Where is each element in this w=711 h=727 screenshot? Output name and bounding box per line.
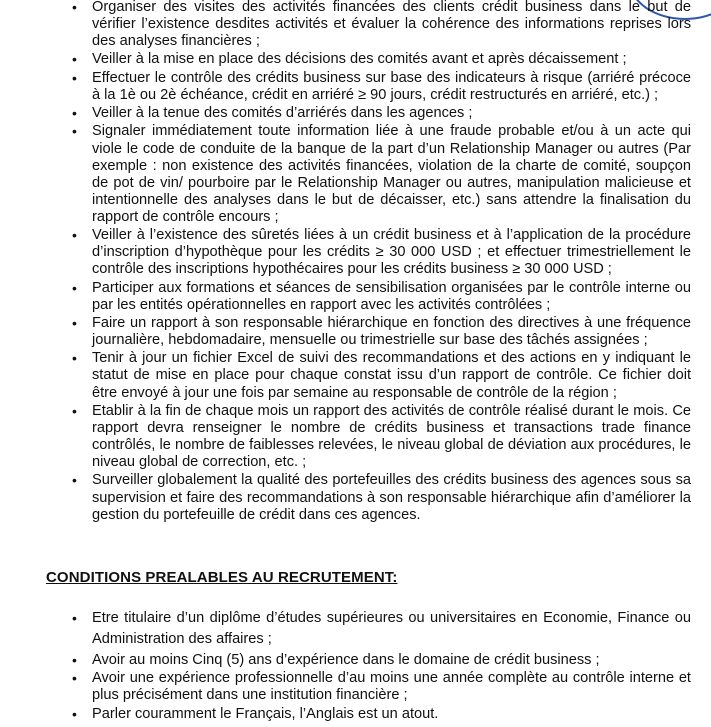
list-item	[0, 105, 711, 122]
bullet-icon: •	[72, 0, 77, 15]
list-item-text: Veiller à la mise en place des décisions des comités avant et après décaissement ;	[92, 51, 627, 68]
bullet-icon: •	[72, 51, 77, 68]
list-item-text: Participer aux formations et séances de sensibilisation organisées par le contrôle interne ou par les entités opérationnelles en rapport avec les activités contrôlées ;	[92, 279, 691, 313]
list-item-text: Etre titulaire d’un diplôme d’études supérieures ou universitaires en Economie, Finance ou Administration des affaires ;	[92, 610, 691, 647]
prerequisites-list	[0, 608, 711, 723]
bullet-icon: •	[72, 315, 77, 331]
list-item-text: Parler couramment le Français, l’Anglais est un atout.	[92, 705, 439, 722]
list-item	[0, 227, 711, 278]
list-item-text: Faire un rapport à son responsable hiérarchique en fonction des directives à une fréquence journalière, hebdomadaire, mensuelle ou trimestrielle sur base des tâchés assignées ;	[92, 315, 691, 349]
list-item	[0, 350, 711, 401]
bullet-icon: •	[72, 227, 77, 244]
list-item-text: Veiller à la tenue des comités d’arriérés dans les agences ;	[92, 105, 473, 122]
list-item	[0, 123, 711, 226]
bullet-icon: •	[72, 651, 77, 668]
list-item	[0, 0, 711, 50]
list-item-text: Signaler immédiatement toute information liée à une fraude probable et/ou à un acte qui viole le code de conduite de la banque de la part d’un Relationship Manager ou autres (Par exemple : non existence des activités financées, violation de la charte de comité, soupçon de pot de vin/ pourboire par le Relationship Manager ou autres, manipulation malicieuse et intentionnelle des analyses dans le but de décaisser, etc.) sans attendre la finalisation du rapport de contrôle encours ;	[92, 123, 691, 225]
list-item	[0, 670, 711, 704]
list-item-text: Tenir à jour un fichier Excel de suivi des recommandations et des actions en y indiquant le statut de mise en place pour chaque constat issu d’un rapport de contrôle. Ce fichier doit être envoyé à jour une fois par semaine au responsable de contrôle de la région ;	[92, 350, 691, 401]
list-item	[0, 706, 711, 723]
bullet-icon: •	[72, 705, 77, 722]
list-item-text: Avoir au moins Cinq (5) ans d’expérience dans le domaine de crédit business ;	[92, 651, 600, 668]
list-item-text: Organiser des visites des activités financées des clients crédit business dans le but de vérifier l’existence desdites activités et évaluer la cohérence des informations reprises lors des analyses financières ;	[92, 0, 691, 50]
bullet-icon: •	[72, 279, 77, 296]
bullet-icon: •	[72, 610, 77, 626]
bullet-icon: •	[72, 350, 77, 367]
list-item-text: Avoir une expérience professionnelle d’au moins une année complète au contrôle interne et plus précisément dans une institution financière ;	[92, 670, 691, 704]
bullet-icon: •	[72, 670, 77, 687]
bullet-icon: •	[72, 105, 77, 122]
bullet-icon: •	[72, 123, 77, 140]
list-item	[0, 652, 711, 669]
list-item-text: Surveiller globalement la qualité des portefeuilles des crédits business des agences sous sa supervision et faire des recommandations à son responsable hiérarchique afin d’améliorer la gestion du portefeuille de crédit dans ces agences.	[92, 472, 691, 523]
list-item-text: Effectuer le contrôle des crédits business sur base des indicateurs à risque (arriéré précoce à la 1è ou 2è échéance, crédit en arriéré ≥ 90 jours, crédit restructurés en arriéré, etc.) ;	[92, 69, 691, 103]
list-item	[0, 280, 711, 314]
prerequisites-heading: CONDITIONS PREALABLES AU RECRUTEMENT:	[46, 569, 398, 586]
list-item	[0, 51, 711, 68]
list-item	[0, 70, 711, 104]
list-item	[0, 315, 711, 349]
bullet-icon: •	[72, 472, 77, 489]
list-item-text: Veiller à l’existence des sûretés liées à un crédit business et à l’application de la procédure d’inscription d’hypothèque pour les crédits ≥ 30 000 USD ; et effectuer trimestriellement le contrôle des inscriptions hypothécaires pour les crédits business ≥ 30 000 USD ;	[92, 227, 691, 278]
list-item	[0, 608, 711, 650]
list-item	[0, 472, 711, 523]
list-item	[0, 403, 711, 471]
list-item-text: Etablir à la fin de chaque mois un rapport des activités de contrôle réalisé durant le mois. Ce rapport devra renseigner le nombre de crédits business et transactions trade finance contrôlés, le nombre de faiblesses relevées, le niveau global de déviation aux procédures, le niveau global de correction, etc. ;	[92, 402, 691, 471]
bullet-icon: •	[72, 402, 77, 419]
bullet-icon: •	[72, 69, 77, 86]
